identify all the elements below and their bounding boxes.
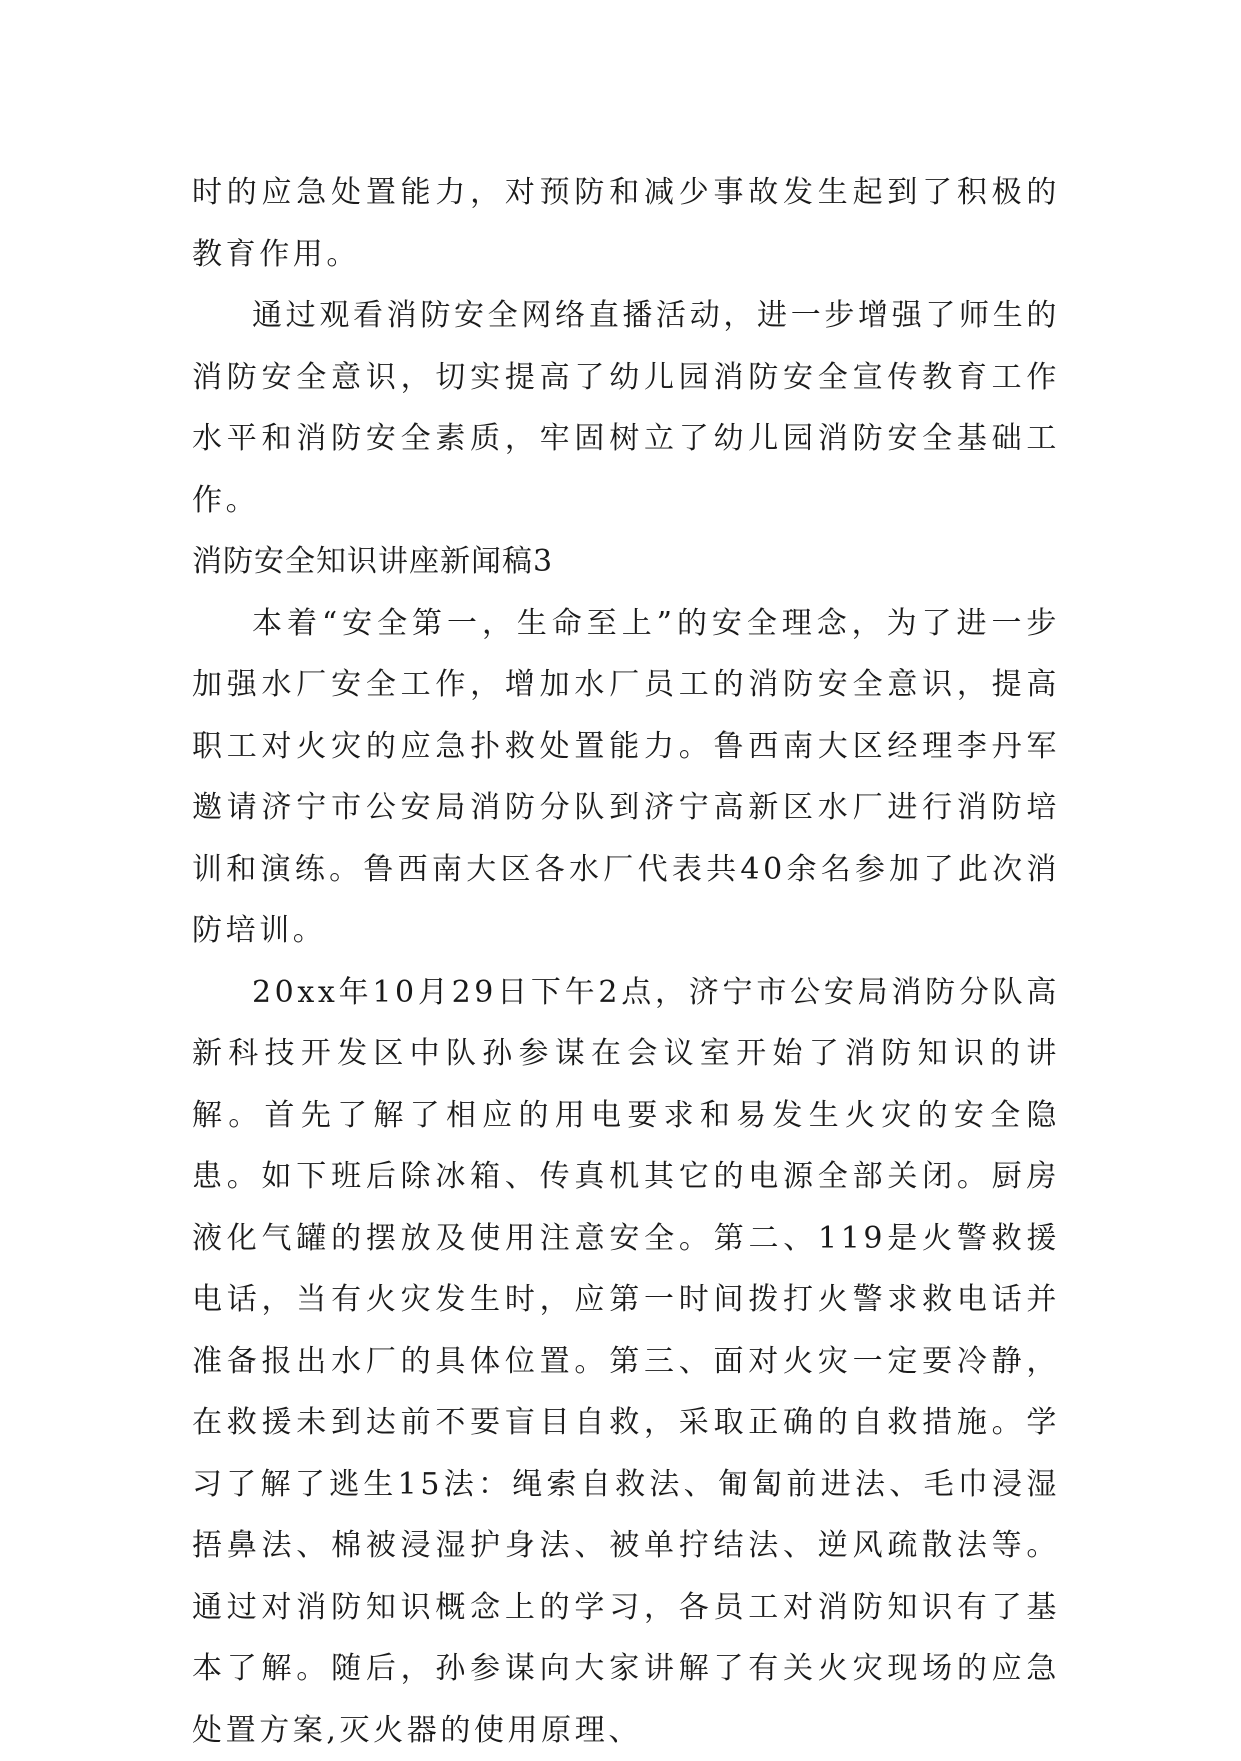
paragraph-summary: 通过观看消防安全网络直播活动，进一步增强了师生的消防安全意识，切实提高了幼儿园消防安全宣传教育工作水平和消防安全素质，牢固树立了幼儿园消防安全基础工作。 (192, 285, 1060, 531)
paragraph-intro: 本着“安全第一，生命至上”的安全理念，为了进一步加强水厂安全工作，增加水厂员工的消防安全意识，提高职工对火灾的应急扑救处置能力。鲁西南大区经理李丹军邀请济宁市公安局消防分队到济宁高新区水厂进行消防培训和演练。鲁西南大区各水厂代表共40余名参加了此次消防培训。 (192, 593, 1060, 962)
section-heading: 消防安全知识讲座新闻稿3 (192, 531, 1060, 593)
paragraph-lecture: 20xx年10月29日下午2点，济宁市公安局消防分队高新科技开发区中队孙参谋在会议室开始了消防知识的讲解。首先了解了相应的用电要求和易发生火灾的安全隐患。如下班后除冰箱、传真机其它的电源全部关闭。厨房液化气罐的摆放及使用注意安全。第二、119是火警救援电话，当有火灾发生时，应第一时间拨打火警求救电话并准备报出水厂的具体位置。第三、面对火灾一定要冷静，在救援未到达前不要盲目自救，采取正确的自救措施。学习了解了逃生15法：绳索自救法、匍匐前进法、毛巾浸湿捂鼻法、棉被浸湿护身法、被单拧结法、逆风疏散法等。通过对消防知识概念上的学习，各员工对消防知识有了基本了解。随后，孙参谋向大家讲解了有关火灾现场的应急处置方案,灭火器的使用原理、 (192, 962, 1060, 1761)
paragraph-continued: 时的应急处置能力，对预防和减少事故发生起到了积极的教育作用。 (192, 162, 1060, 285)
document-body (192, 162, 1060, 1761)
